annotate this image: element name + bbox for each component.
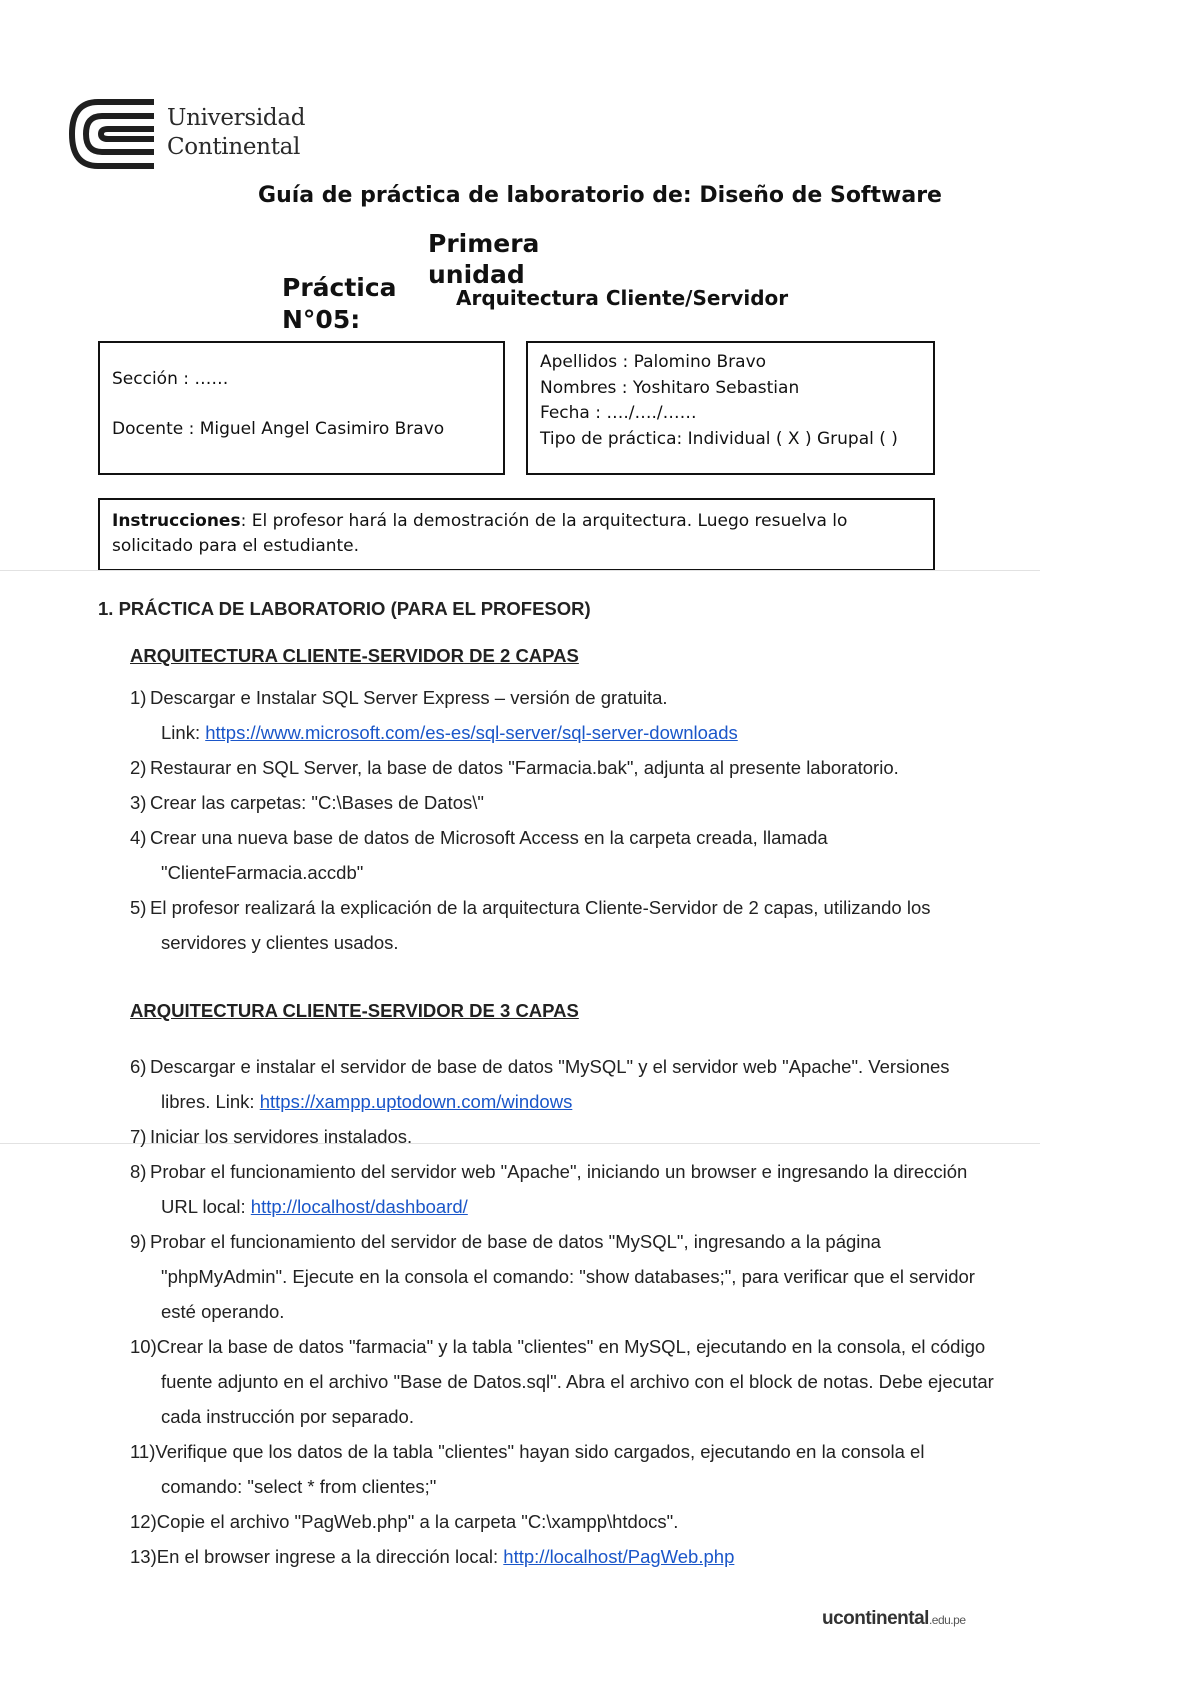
step-4	[130, 820, 1098, 890]
practice-line1: Práctica	[282, 273, 397, 302]
step-text-cont: "ClienteFarmacia.accdb"	[161, 862, 364, 883]
step-7	[130, 1119, 1098, 1154]
instructions-label: Instrucciones	[112, 511, 241, 531]
dashboard-link[interactable]: http://localhost/dashboard/	[250, 1196, 468, 1217]
step-text: Probar el funcionamiento del servidor de base de datos "MySQL", ingresando a la página	[150, 1231, 881, 1252]
step-number: 10)	[130, 1336, 157, 1357]
university-name	[167, 104, 305, 162]
step-text: Descargar e instalar el servidor de base de datos "MySQL" y el servidor web "Apache". Versiones	[150, 1056, 950, 1077]
step-12	[130, 1504, 1098, 1539]
step-8	[130, 1154, 1098, 1224]
step-text: Crear una nueva base de datos de Microsoft Access en la carpeta creada, llamada	[150, 827, 828, 848]
step-6	[130, 1049, 1098, 1119]
footer-domain: .edu.pe	[928, 1613, 966, 1627]
step-11	[130, 1434, 1098, 1504]
arch-2-layers-title: ARQUITECTURA CLIENTE-SERVIDOR DE 2 CAPAS	[130, 645, 579, 666]
unit-line1: Primera	[428, 229, 540, 258]
step-text: El profesor realizará la explicación de la arquitectura Cliente-Servidor de 2 capas, utilizando los	[150, 897, 931, 918]
step-number: 13)	[130, 1546, 157, 1567]
step-text-cont: comando: "select * from clientes;"	[161, 1476, 437, 1497]
unit-label	[428, 228, 539, 290]
step-text: Descargar e Instalar SQL Server Express – versión de gratuita.	[150, 687, 668, 708]
step-number: 8)	[130, 1161, 147, 1182]
step-5	[130, 890, 1098, 960]
names-field: Nombres : Yoshitaro Sebastian	[540, 377, 800, 398]
step-text-cont: esté operando.	[161, 1301, 285, 1322]
student-info-box	[526, 341, 935, 475]
step-text-cont: cada instrucción por separado.	[161, 1406, 414, 1427]
step-number: 11)	[130, 1441, 156, 1462]
step-number: 1)	[130, 687, 147, 708]
step-3	[130, 785, 1098, 820]
practice-type-field: Tipo de práctica: Individual ( X ) Grupal ( )	[540, 428, 898, 449]
university-name-line2: Continental	[167, 134, 301, 160]
practice-title: Arquitectura Cliente/Servidor	[456, 286, 789, 310]
step-text-cont: libres. Link:	[161, 1091, 260, 1112]
xampp-download-link[interactable]: https://xampp.uptodown.com/windows	[259, 1091, 573, 1112]
step-text-cont: fuente adjunto en el archivo "Base de Datos.sql". Abra el archivo con el block de notas. Debe ejecutar	[161, 1371, 994, 1392]
step-2	[130, 750, 1098, 785]
instructions-text: : El profesor hará la demostración de la arquitectura. Luego resuelva lo solicitado para el estudiante.	[112, 511, 848, 556]
page-divider	[0, 570, 1040, 571]
step-number: 9)	[130, 1231, 147, 1252]
sql-server-download-link[interactable]: https://www.microsoft.com/es-es/sql-server/sql-server-downloads	[205, 722, 738, 743]
step-text: En el browser ingrese a la dirección local:	[156, 1546, 504, 1567]
step-number: 6)	[130, 1056, 147, 1077]
teacher-field: Docente : Miguel Angel Casimiro Bravo	[112, 419, 445, 439]
practice-line2: N°05:	[282, 305, 361, 334]
step-13	[130, 1539, 1098, 1574]
step-text: Copie el archivo "PagWeb.php" a la carpeta "C:\xampp\htdocs".	[156, 1511, 679, 1532]
step-number: 5)	[130, 897, 147, 918]
link-label: Link:	[161, 722, 206, 743]
step-text: Verifique que los datos de la tabla "clientes" hayan sido cargados, ejecutando en la consola el	[155, 1441, 925, 1462]
footer-brand-name: ucontinental	[822, 1608, 929, 1629]
date-field: Fecha : …./…./……	[540, 403, 697, 423]
step-text-cont: "phpMyAdmin". Ejecute en la consola el comando: "show databases;", para verificar que el servidor	[161, 1266, 975, 1287]
step-10	[130, 1329, 1098, 1434]
unit-line2: unidad	[428, 260, 525, 289]
footer-brand	[822, 1608, 966, 1630]
step-text-cont: URL local:	[161, 1196, 251, 1217]
university-name-line1: Universidad	[167, 105, 306, 131]
section-field: Sección : ……	[112, 369, 229, 389]
guide-title: Guía de práctica de laboratorio de: Diseño de Software	[258, 183, 942, 208]
step-text: Probar el funcionamiento del servidor web "Apache", iniciando un browser e ingresando la dirección	[150, 1161, 968, 1182]
step-text: Crear las carpetas: "C:\Bases de Datos\"	[150, 792, 484, 813]
course-info-box	[98, 341, 505, 475]
step-number: 12)	[130, 1511, 157, 1532]
practice-number	[282, 272, 397, 336]
step-text: Crear la base de datos "farmacia" y la tabla "clientes" en MySQL, ejecutando en la consola, el código	[156, 1336, 986, 1357]
step-number: 2)	[130, 757, 147, 778]
lab-content	[98, 598, 1098, 1574]
step-text-cont: servidores y clientes usados.	[161, 932, 399, 953]
step-number: 7)	[130, 1126, 147, 1147]
step-number: 4)	[130, 827, 147, 848]
step-1	[130, 680, 1098, 750]
arch-3-layers-title: ARQUITECTURA CLIENTE-SERVIDOR DE 3 CAPAS	[130, 1000, 579, 1021]
step-text: Iniciar los servidores instalados.	[150, 1126, 413, 1147]
surnames-field: Apellidos : Palomino Bravo	[540, 352, 767, 372]
step-9	[130, 1224, 1098, 1329]
section-title: 1. PRÁCTICA DE LABORATORIO (PARA EL PROFESOR)	[98, 598, 591, 619]
instructions-box	[98, 498, 935, 571]
step-number: 3)	[130, 792, 147, 813]
pagweb-link[interactable]: http://localhost/PagWeb.php	[503, 1546, 735, 1567]
step-text: Restaurar en SQL Server, la base de datos "Farmacia.bak", adjunta al presente laboratorio.	[150, 757, 899, 778]
